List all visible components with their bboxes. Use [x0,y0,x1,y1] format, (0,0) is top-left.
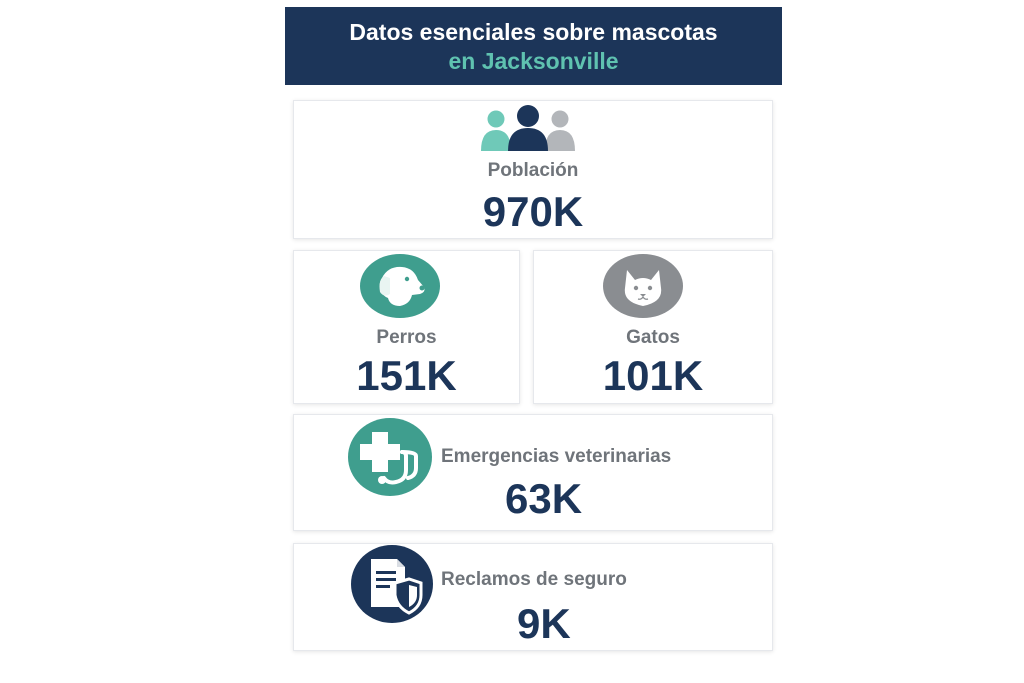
population-label: Población [487,160,579,181]
page-title: Datos esenciales sobre mascotas [349,19,718,45]
vet-emergencies-card [293,414,773,531]
population-value: 970K [482,188,584,235]
medical-cross-stethoscope-icon [348,418,432,496]
dogs-card [293,250,520,404]
dog-icon [360,254,440,318]
insurance-claims-card [293,543,773,651]
cats-label: Gatos [626,327,680,348]
vet-emergencies-label: Emergencias veterinarias [441,446,672,467]
vet-emergencies-value: 63K [505,475,583,522]
people-group-icon [478,104,578,152]
dogs-value: 151K [356,352,457,399]
cats-value: 101K [602,352,704,399]
page-subtitle: en Jacksonville [448,48,619,74]
cats-card [533,250,773,404]
cat-icon [603,254,683,318]
insurance-shield-document-icon [351,545,433,623]
population-card [293,100,773,239]
insurance-claims-value: 9K [517,600,571,647]
insurance-claims-label: Reclamos de seguro [441,569,627,590]
header-banner [285,7,782,85]
dogs-label: Perros [376,327,437,348]
